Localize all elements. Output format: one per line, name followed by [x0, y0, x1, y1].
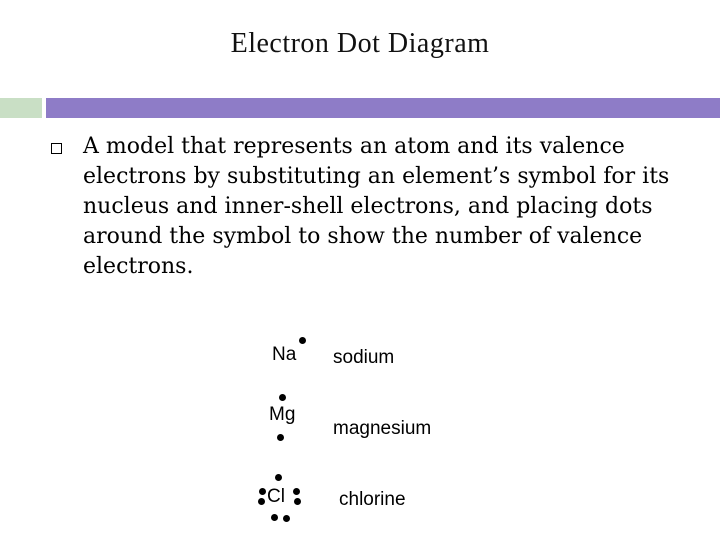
valence-electron-dot [275, 474, 282, 481]
element-symbol-magnesium: Mg [269, 404, 296, 425]
element-symbol-sodium: Na [272, 344, 297, 365]
element-name-chlorine: chlorine [339, 489, 406, 510]
definition-text: A model that represents an atom and its valence electrons by substituting an element’s symbol for its nucleus and inner-shell electrons, and placing dots around the symbol to show the number of valence electrons. [83, 134, 670, 279]
valence-electron-dot [279, 394, 286, 401]
valence-electron-dot [277, 434, 284, 441]
element-symbol-chlorine: Cl [267, 486, 285, 507]
element-name-magnesium: magnesium [333, 418, 432, 439]
slide-title: Electron Dot Diagram [230, 28, 490, 59]
valence-electron-dot [283, 515, 290, 522]
valence-electron-dot [259, 488, 266, 495]
valence-electron-dot [271, 514, 278, 521]
valence-electron-dot [294, 498, 301, 505]
element-name-sodium: sodium [333, 347, 395, 368]
valence-electron-dot [293, 488, 300, 495]
valence-electron-dot [258, 498, 265, 505]
valence-electron-dot [299, 337, 306, 344]
